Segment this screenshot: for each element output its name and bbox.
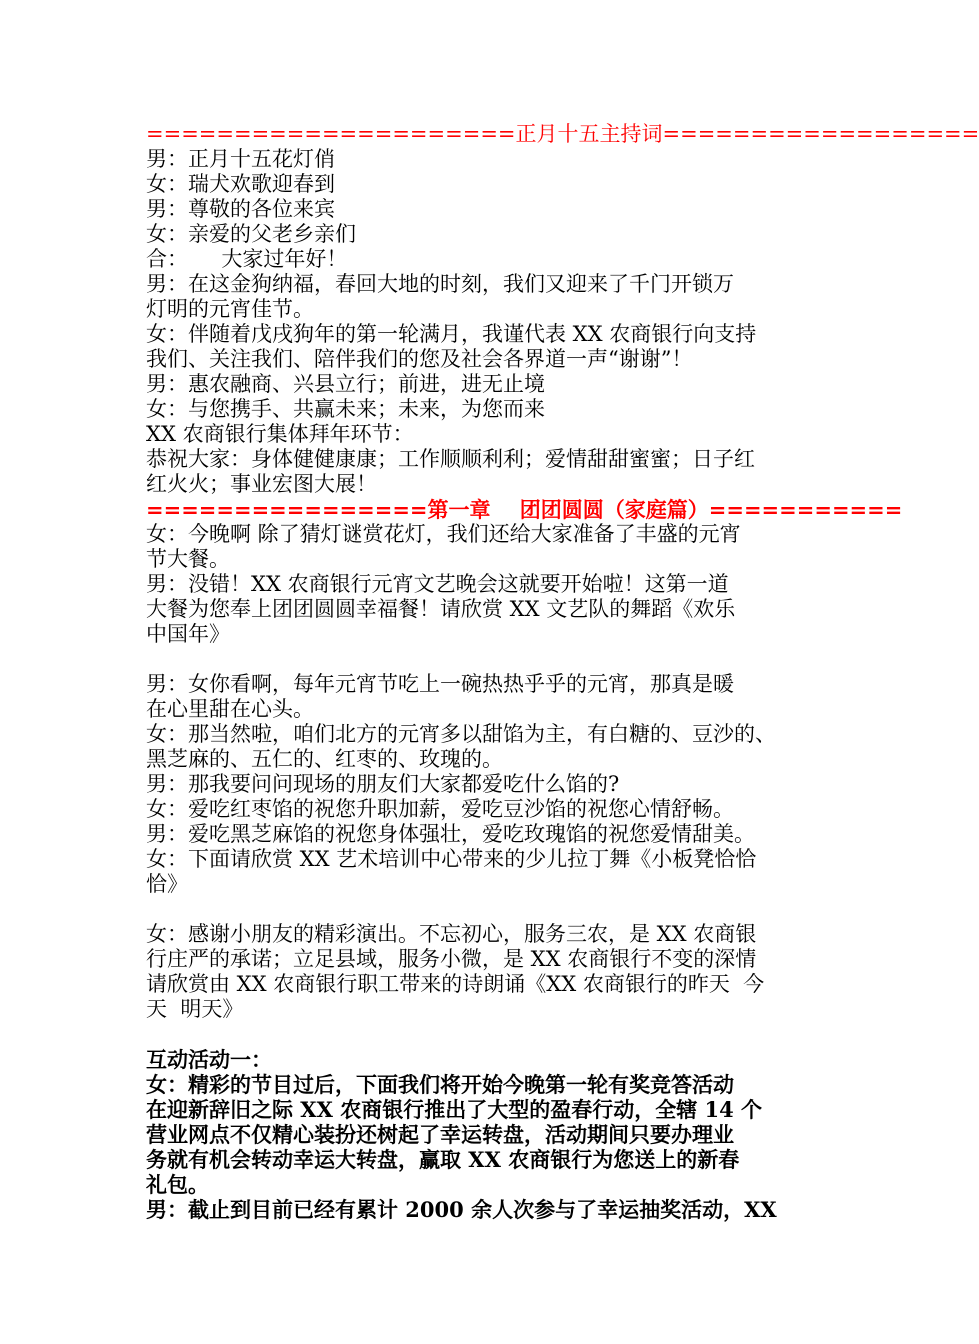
text-line: 红火火；事业宏图大展！ <box>146 472 377 496</box>
title-line: =====================正月十五主持词================== <box>146 122 979 146</box>
text-line: XX 农商银行集体拜年环节： <box>146 422 414 446</box>
blank-line <box>146 897 826 922</box>
text-line: 女：那当然啦，咱们北方的元宵多以甜馅为主，有白糖的、豆沙的、 <box>146 722 776 746</box>
text-line: 男：那我要问问现场的朋友们大家都爱吃什么馅的? <box>146 772 620 796</box>
text-line: 男：没错！XX 农商银行元宵文艺晚会这就要开始啦！这第一道 <box>146 572 729 596</box>
text-line: 男：惠农融商、兴县立行；前进，进无止境 <box>146 372 545 396</box>
text-line: 女：瑞犬欢歌迎春到 <box>146 172 335 196</box>
text-line: 礼包。 <box>146 1172 209 1197</box>
text-line: 请欣赏由 XX 农商银行职工带来的诗朗诵《XX 农商银行的昨天 今 <box>146 972 765 996</box>
text-line: 大餐为您奉上团团圆圆幸福餐！请欣赏 XX 文艺队的舞蹈《欢乐 <box>146 597 736 621</box>
activity-heading: 互动活动一： <box>146 1047 272 1072</box>
text-line: 男：截止到目前已经有累计 2000 余人次参与了幸运抽奖活动，XX <box>146 1197 777 1222</box>
text-line: 中国年》 <box>146 622 230 646</box>
text-line: 女：与您携手、共赢未来；未来，为您而来 <box>146 397 545 421</box>
blank-line <box>146 1022 826 1047</box>
text-line: 女：今晚啊 除了猜灯谜赏花灯，我们还给大家准备了丰盛的元宵 <box>146 522 741 546</box>
text-line: 在迎新辞旧之际 XX 农商银行推出了大型的盈春行动，全辖 14 个 <box>146 1097 763 1122</box>
section-interactive-activity <box>146 1047 826 1222</box>
text-line: 女：下面请欣赏 XX 艺术培训中心带来的少儿拉丁舞《小板凳恰恰 <box>146 847 757 871</box>
text-line: 务就有机会转动幸运大转盘，赢取 XX 农商银行为您送上的新春 <box>146 1147 740 1172</box>
text-line: 男：正月十五花灯俏 <box>146 147 335 171</box>
blank-line <box>146 647 826 672</box>
text-line: 男：女你看啊，每年元宵节吃上一碗热热乎乎的元宵，那真是暖 <box>146 672 734 696</box>
text-line: 合： 大家过年好！ <box>146 247 348 271</box>
text-line: 女：亲爱的父老乡亲们 <box>146 222 356 246</box>
chapter-heading: ================第一章 团团圆圆（家庭篇）=========== <box>146 497 903 522</box>
document-page <box>146 122 979 1222</box>
text-line: 女：爱吃红枣馅的祝您升职加薪，爱吃豆沙馅的祝您心情舒畅。 <box>146 797 734 821</box>
text-line: 恰》 <box>146 872 188 896</box>
section-chapter-one <box>146 522 826 1047</box>
text-line: 黑芝麻的、五仁的、红枣的、玫瑰的。 <box>146 747 503 771</box>
text-line: 灯明的元宵佳节。 <box>146 297 314 321</box>
text-line: 男：在这金狗纳福，春回大地的时刻，我们又迎来了千门开锁万 <box>146 272 734 296</box>
text-line: 男：爱吃黑芝麻馅的祝您身体强壮，爱吃玫瑰馅的祝您爱情甜美。 <box>146 822 755 846</box>
text-line: 恭祝大家：身体健健康康；工作顺顺利利；爱情甜甜蜜蜜；日子红 <box>146 447 755 471</box>
text-line: 女：感谢小朋友的精彩演出。不忘初心，服务三农，是 XX 农商银 <box>146 922 757 946</box>
text-line: 男：尊敬的各位来宾 <box>146 197 335 221</box>
text-line: 行庄严的承诺；立足县域，服务小微，是 XX 农商银行不变的深情 <box>146 947 757 971</box>
text-line: 女：精彩的节目过后，下面我们将开始今晚第一轮有奖竞答活动 <box>146 1072 734 1097</box>
text-line: 天 明天》 <box>146 997 244 1021</box>
text-line: 营业网点不仅精心装扮还树起了幸运转盘，活动期间只要办理业 <box>146 1122 734 1147</box>
text-line: 在心里甜在心头。 <box>146 697 314 721</box>
section-opening <box>146 147 826 497</box>
text-line: 节大餐。 <box>146 547 230 571</box>
text-line: 我们、关注我们、陪伴我们的您及社会各界道一声“谢谢”！ <box>146 347 693 371</box>
text-line: 女：伴随着戊戌狗年的第一轮满月，我谨代表 XX 农商银行向支持 <box>146 322 757 346</box>
